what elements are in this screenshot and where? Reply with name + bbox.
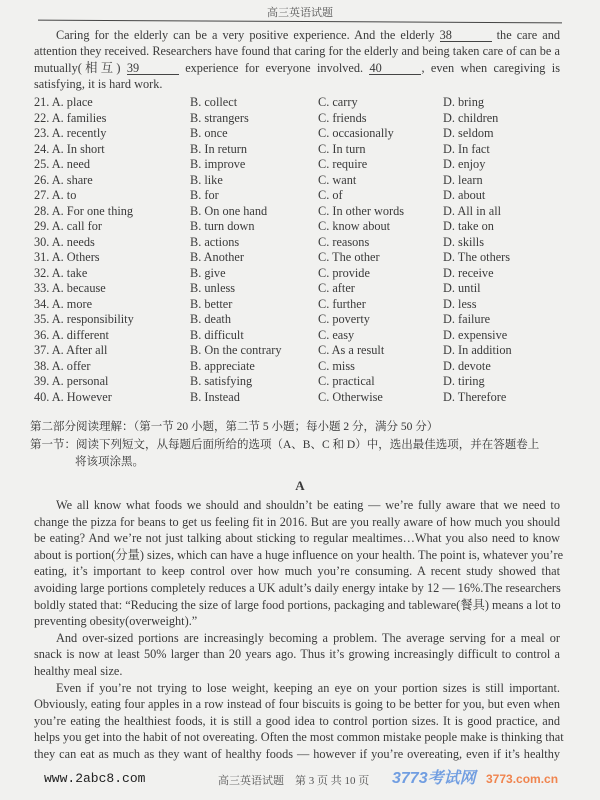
passage-line: snack is now at least 50% larger than 20 years ago. Thus it’s growing increasingly difficult to control a (34, 647, 560, 662)
option-b: B. actions (190, 234, 240, 249)
passage-line: preventing obesity(overweight).” (34, 614, 198, 629)
option-b: B. collect (190, 95, 238, 109)
option-a: 34. A. more (34, 296, 93, 311)
option-d: D. tiring (443, 374, 485, 388)
watermark-url: 3773.com.cn (486, 772, 559, 786)
blank-39: 39 (127, 62, 179, 75)
option-d: D. In addition (443, 343, 512, 357)
option-c: C. reasons (318, 234, 370, 249)
intro-text: attention they received. Researchers have found that caring for the elderly and being taken care of can be a (34, 44, 560, 59)
intro-text: the care and (496, 28, 560, 42)
option-c: C. provide (318, 265, 370, 280)
option-b: B. better (190, 296, 233, 311)
option-d: D. The others (443, 250, 511, 264)
option-c: C. Otherwise (318, 389, 383, 404)
option-a: 28. A. For one thing (34, 203, 134, 218)
intro-text: mutually(相互) (34, 60, 121, 75)
option-d: D. enjoy (443, 157, 486, 171)
passage-line: eating, it’s important to keep control over how much you’re consuming. A recent study showed that (34, 564, 560, 579)
option-a: 22. A. families (34, 110, 107, 125)
option-d: D. failure (443, 312, 491, 326)
option-c: C. poverty (318, 312, 370, 326)
option-a: 24. A. In short (34, 141, 105, 156)
option-d: D. until (443, 281, 481, 295)
option-c: C. As a result (318, 343, 385, 357)
option-a: 29. A. call for (34, 219, 102, 233)
passage-line: healthy meal size. (34, 663, 123, 678)
section1-instructions-cont: 将该项涂黑。 (75, 456, 144, 468)
option-d: D. take on (443, 219, 494, 233)
option-a: 27. A. to (34, 188, 77, 202)
option-a: 39. A. personal (34, 374, 109, 388)
watermark-logo: 3773考试网 (392, 770, 476, 787)
option-a: 32. A. take (34, 265, 88, 280)
header-divider (38, 20, 562, 24)
option-b: B. appreciate (190, 358, 255, 373)
option-d: D. about (443, 188, 486, 202)
section1-instructions: 第一节：阅读下列短文，从每题后面所给的选项（A、B、C 和 D）中，选出最佳选项，并在答题卷上 (30, 439, 540, 451)
cloze-intro (34, 27, 560, 93)
option-a: 23. A. recently (34, 126, 107, 140)
option-d: D. devote (443, 358, 491, 373)
passage-line: change the pizza for beans to get us feeling fit in 2016. But are you really aware of how much you should (34, 514, 560, 529)
option-b: B. In return (190, 141, 248, 156)
option-b: B. death (190, 312, 231, 326)
part2-heading: 第二部分阅读理解：（第一节 20 小题，第二节 5 小题；每小题 2 分，满分 50 分） (30, 421, 439, 433)
option-c: C. want (318, 172, 357, 187)
option-a: 35. A. responsibility (34, 312, 134, 326)
intro-text: experience for everyone involved. (185, 60, 364, 75)
option-c: C. miss (318, 358, 355, 373)
option-a: 30. A. needs (34, 234, 95, 249)
option-c: C. The other (318, 250, 380, 264)
intro-text: , even when caregiving is (421, 60, 561, 75)
passage-line: avoiding large portions completely reduces a UK adult’s daily energy intake by 12 — 16%.The researchers (34, 580, 561, 595)
option-c: C. of (318, 188, 343, 202)
option-d: D. expensive (443, 327, 508, 342)
passage-line: We all know what foods we should and shouldn’t be eating — we’re fully aware that we need to (56, 498, 560, 512)
intro-text: satisfying, it is hard work. (34, 77, 163, 92)
option-c: C. know about (318, 219, 391, 233)
option-a: 26. A. share (34, 172, 93, 187)
passage-line: And over-sized portions are increasingly becoming a problem. The average serving for a meal or (56, 630, 560, 645)
passage-line: they can eat as much as they want of healthy foods — however if you’re overeating, even if it’s healthy (34, 746, 560, 761)
option-b: B. On one hand (190, 203, 268, 218)
option-b: B. improve (190, 157, 246, 171)
option-a: 37. A. After all (34, 343, 108, 357)
option-d: D. learn (443, 172, 483, 187)
option-a: 33. A. because (34, 281, 106, 295)
passage-line: Obviously, eating four apples in a row instead of four biscuits is going to be better for you, but even when (34, 697, 560, 712)
page-footer: 高三英语试题 第 3 页 共 10 页 (218, 775, 370, 787)
option-b: B. once (190, 126, 228, 140)
option-c: C. In other words (318, 203, 405, 218)
site-url[interactable]: www.2abc8.com (44, 771, 146, 786)
option-b: B. for (190, 188, 219, 202)
option-b: B. give (190, 265, 226, 280)
option-c: C. occasionally (318, 126, 394, 140)
option-b: B. satisfying (190, 374, 253, 388)
option-c: C. further (318, 296, 366, 311)
option-b: B. On the contrary (190, 343, 282, 357)
option-c: C. In turn (318, 141, 366, 156)
blank-40: 40 (369, 62, 421, 75)
option-d: D. children (443, 110, 499, 125)
option-d: D. receive (443, 265, 494, 280)
option-a: 25. A. need (34, 157, 91, 171)
option-a: 31. A. Others (34, 250, 100, 264)
option-d: D. Therefore (443, 389, 507, 404)
passage-line: you’re eating the healthiest foods, it is still a good idea to control portion sizes. It is good practice, and (34, 713, 560, 728)
option-b: B. Instead (190, 389, 240, 404)
option-d: D. In fact (443, 141, 490, 156)
option-a: 38. A. offer (34, 358, 91, 373)
option-b: B. like (190, 172, 223, 187)
option-b: B. Another (190, 250, 244, 264)
passage-line: boldly stated that: “Reducing the size of large food portions, packaging and tableware(餐具) means a lot to (34, 597, 561, 612)
option-d: D. skills (443, 234, 484, 249)
option-c: C. after (318, 281, 355, 295)
option-c: C. practical (318, 374, 375, 388)
page-header: 高三英语试题 (267, 7, 333, 19)
option-c: C. friends (318, 110, 367, 125)
passage-line: about is portion(分量) sizes, which can have a huge influence on your health. The point is, whatever you’re (34, 547, 564, 562)
passage-title: A (295, 478, 305, 493)
passage-a (34, 497, 564, 763)
option-a: 36. A. different (34, 327, 109, 342)
option-d: D. bring (443, 95, 484, 109)
option-c: C. carry (318, 95, 358, 109)
option-d: D. less (443, 296, 477, 311)
blank-38: 38 (440, 29, 492, 42)
option-b: B. difficult (190, 327, 244, 342)
option-a: 21. A. place (34, 95, 93, 109)
option-d: D. All in all (443, 203, 502, 218)
option-d: D. seldom (443, 126, 494, 140)
option-b: B. unless (190, 281, 236, 295)
passage-line: Even if you’re not trying to lose weight, keeping an eye on your portion sizes is still important. (56, 680, 560, 695)
option-a: 40. A. However (34, 389, 112, 404)
passage-line: helps you get into the habit of not overeating. Often the most common mistake people make is thinking that (34, 730, 564, 745)
option-b: B. turn down (190, 219, 255, 233)
option-b: B. strangers (190, 110, 249, 125)
option-c: C. easy (318, 327, 355, 342)
intro-text: Caring for the elderly can be a very positive experience. And the elderly (56, 28, 435, 42)
option-c: C. require (318, 157, 368, 171)
passage-line: be eating? And we’re not just talking about sticking to regular mealtimes…What you also need to know (34, 531, 560, 546)
